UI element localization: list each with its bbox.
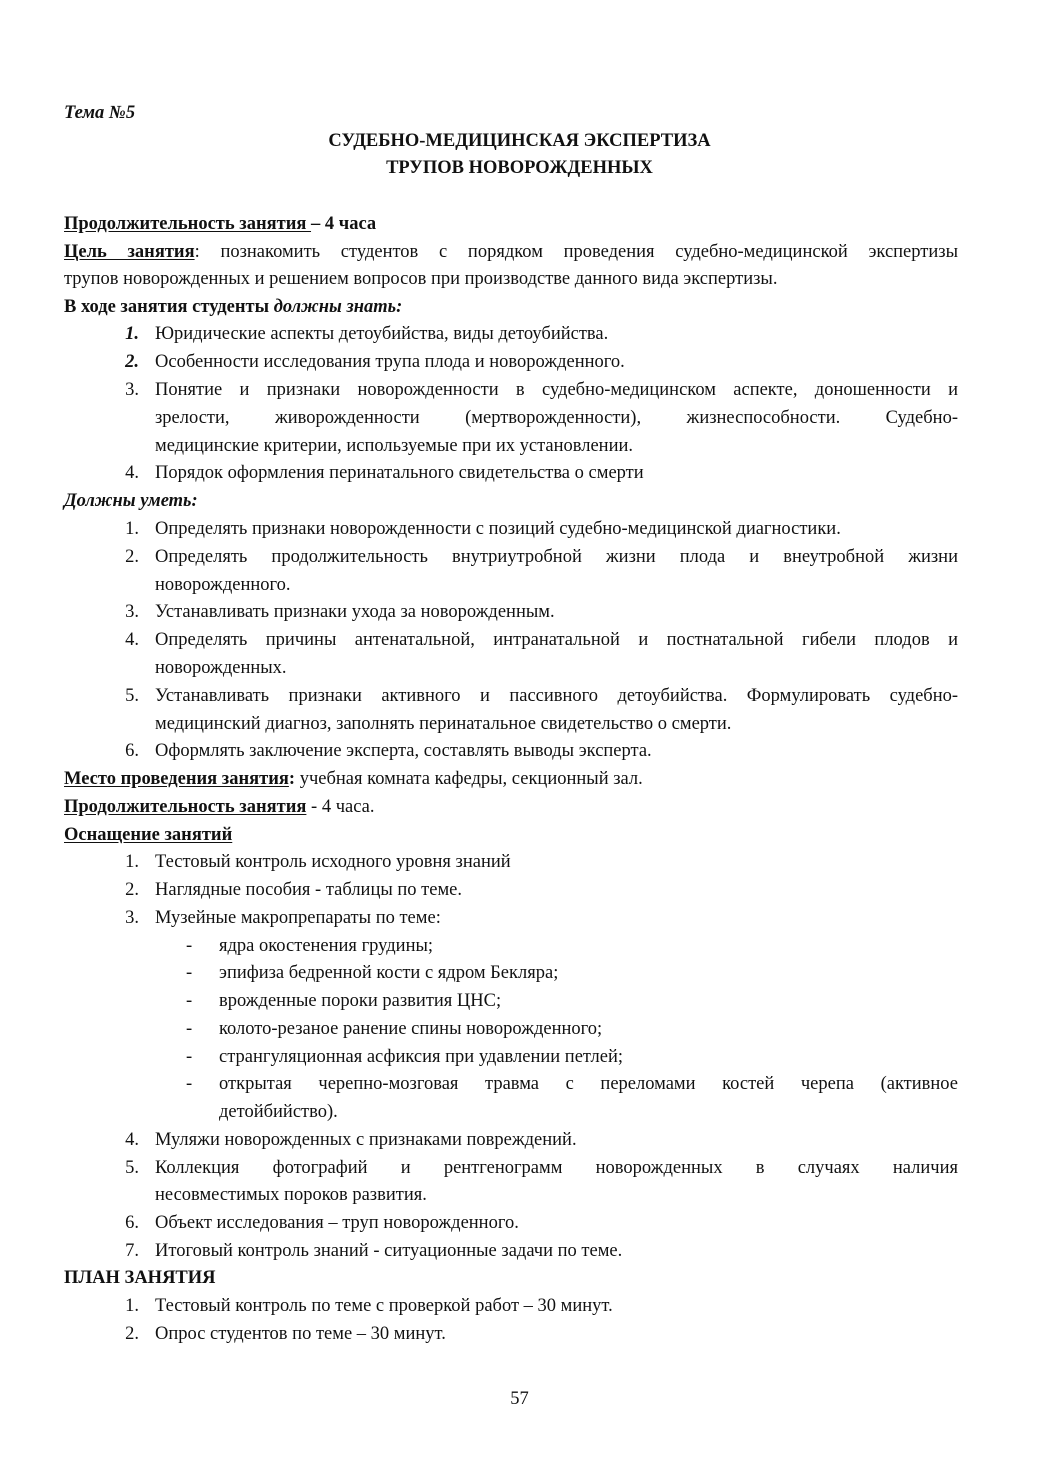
place-label: Место проведения занятия bbox=[64, 769, 289, 789]
equipment-item-3: Музейные макропрепараты по теме: bbox=[155, 908, 441, 928]
can-item-2-line-1: Определять продолжительность внутриутробной жизни плода и внеутробной жизни bbox=[155, 547, 958, 567]
bullet-dash: - bbox=[186, 1019, 193, 1039]
equipment-item-2: Наглядные пособия - таблицы по теме. bbox=[155, 880, 463, 900]
equipment-item-number: 5. bbox=[125, 1158, 139, 1178]
specimen-item: ядра окостенения грудины; bbox=[219, 936, 434, 956]
equipment-item-5-line-2: несовместимых пороков развития. bbox=[155, 1185, 427, 1205]
bullet-dash: - bbox=[186, 1074, 193, 1094]
know-item-3-line-3: медицинские критерии, используемые при их установлении. bbox=[155, 436, 634, 456]
equipment-item-number: 2. bbox=[125, 880, 139, 900]
duration-line bbox=[64, 212, 376, 236]
know-label: В ходе занятия студенты bbox=[64, 297, 274, 317]
specimen-item-line-1: открытая черепно-мозговая травма с переломами костей черепа (активное bbox=[219, 1074, 958, 1094]
goal-line-2: трупов новорожденных и решением вопросов при производстве данного вида экспертизы. bbox=[64, 269, 778, 289]
know-item-3-line-1: Понятие и признаки новорожденности в судебно-медицинском аспекте, доношенности и bbox=[155, 380, 958, 400]
can-item-1: Определять признаки новорожденности с позиций судебно-медицинской диагностики. bbox=[155, 519, 841, 539]
can-item-3: Устанавливать признаки ухода за новорожденным. bbox=[155, 602, 555, 622]
know-item-number: 3. bbox=[125, 380, 139, 400]
can-item-number: 3. bbox=[125, 602, 139, 622]
topic-label: Тема №5 bbox=[64, 103, 136, 123]
plan-item-2: Опрос студентов по теме – 30 минут. bbox=[155, 1324, 446, 1344]
title-line-2: ТРУПОВ НОВОРОЖДЕННЫХ bbox=[386, 158, 653, 178]
equipment-heading: Оснащение занятий bbox=[64, 825, 233, 845]
page-number: 57 bbox=[510, 1389, 529, 1409]
bullet-dash: - bbox=[186, 991, 193, 1011]
equipment-item-number: 3. bbox=[125, 908, 139, 928]
goal-line-1 bbox=[64, 240, 958, 264]
can-item-2-line-2: новорожденного. bbox=[155, 575, 291, 595]
plan-item-number: 2. bbox=[125, 1324, 139, 1344]
specimen-item: врожденные пороки развития ЦНС; bbox=[219, 991, 502, 1011]
duration-2-value: - 4 часа. bbox=[306, 797, 375, 817]
know-item-4: Порядок оформления перинатального свидетельства о смерти bbox=[155, 463, 644, 483]
duration-2-line bbox=[64, 795, 374, 819]
know-item-2: Особенности исследования трупа плода и новорожденного. bbox=[155, 352, 625, 372]
bullet-dash: - bbox=[186, 936, 193, 956]
equipment-item-number: 1. bbox=[125, 852, 139, 872]
equipment-item-4: Муляжи новорожденных с признаками повреждений. bbox=[155, 1130, 577, 1150]
can-item-number: 6. bbox=[125, 741, 139, 761]
bullet-dash: - bbox=[186, 963, 193, 983]
equipment-item-5-line-1: Коллекция фотографий и рентгенограмм новорожденных в случаях наличия bbox=[155, 1158, 958, 1178]
equipment-item-number: 7. bbox=[125, 1241, 139, 1261]
specimen-item-line-2: детойбийство). bbox=[219, 1102, 338, 1122]
equipment-item-number: 6. bbox=[125, 1213, 139, 1233]
know-label-italic: должны знать: bbox=[273, 297, 403, 317]
equipment-item-number: 4. bbox=[125, 1130, 139, 1150]
plan-item-1: Тестовый контроль по теме с проверкой работ – 30 минут. bbox=[155, 1296, 613, 1316]
can-item-5-line-1: Устанавливать признаки активного и пассивного детоубийства. Формулировать судебно- bbox=[155, 686, 958, 706]
place-value: учебная комната кафедры, секционный зал. bbox=[295, 769, 643, 789]
can-item-number: 4. bbox=[125, 630, 139, 650]
specimen-item: странгуляционная асфиксия при удавлении петлей; bbox=[219, 1047, 624, 1067]
can-item-number: 5. bbox=[125, 686, 139, 706]
know-item-number: 4. bbox=[125, 463, 139, 483]
know-item-1: Юридические аспекты детоубийства, виды детоубийства. bbox=[155, 324, 609, 344]
place-colon: : bbox=[288, 769, 296, 789]
specimen-item: колото-резаное ранение спины новорожденного; bbox=[219, 1019, 603, 1039]
know-heading bbox=[64, 295, 402, 319]
can-item-4-line-1: Определять причины антенатальной, интранатальной и постнатальной гибели плодов и bbox=[155, 630, 958, 650]
know-item-3-line-2: зрелости, живорожденности (мертворожденности), жизнеспособности. Судебно- bbox=[155, 408, 958, 428]
duration-label: Продолжительность занятия bbox=[64, 214, 312, 234]
specimen-item: эпифиза бедренной кости с ядром Бекляра; bbox=[219, 963, 559, 983]
plan-item-number: 1. bbox=[125, 1296, 139, 1316]
goal-label: Цель занятия bbox=[64, 242, 195, 262]
know-item-number: 2. bbox=[125, 352, 139, 372]
can-item-5-line-2: медицинский диагноз, заполнять перинатальное свидетельство о смерти. bbox=[155, 714, 732, 734]
can-heading: Должны уметь: bbox=[64, 491, 198, 511]
can-item-4-line-2: новорожденных. bbox=[155, 658, 287, 678]
can-item-6: Оформлять заключение эксперта, составлять выводы эксперта. bbox=[155, 741, 652, 761]
bullet-dash: - bbox=[186, 1047, 193, 1067]
plan-heading: ПЛАН ЗАНЯТИЯ bbox=[64, 1268, 216, 1288]
equipment-item-7: Итоговый контроль знаний - ситуационные задачи по теме. bbox=[155, 1241, 623, 1261]
can-item-number: 2. bbox=[125, 547, 139, 567]
duration-value: – 4 часа bbox=[311, 214, 377, 234]
goal-text-1: : познакомить студентов с порядком проведения судебно-медицинской экспертизы bbox=[194, 242, 959, 262]
duration-2-label: Продолжительность занятия bbox=[64, 797, 307, 817]
title-line-1: СУДЕБНО-МЕДИЦИНСКАЯ ЭКСПЕРТИЗА bbox=[328, 131, 711, 151]
know-item-number: 1. bbox=[125, 324, 139, 344]
equipment-item-6: Объект исследования – труп новорожденного. bbox=[155, 1213, 519, 1233]
place-line bbox=[64, 767, 643, 791]
equipment-item-1: Тестовый контроль исходного уровня знаний bbox=[155, 852, 511, 872]
can-item-number: 1. bbox=[125, 519, 139, 539]
